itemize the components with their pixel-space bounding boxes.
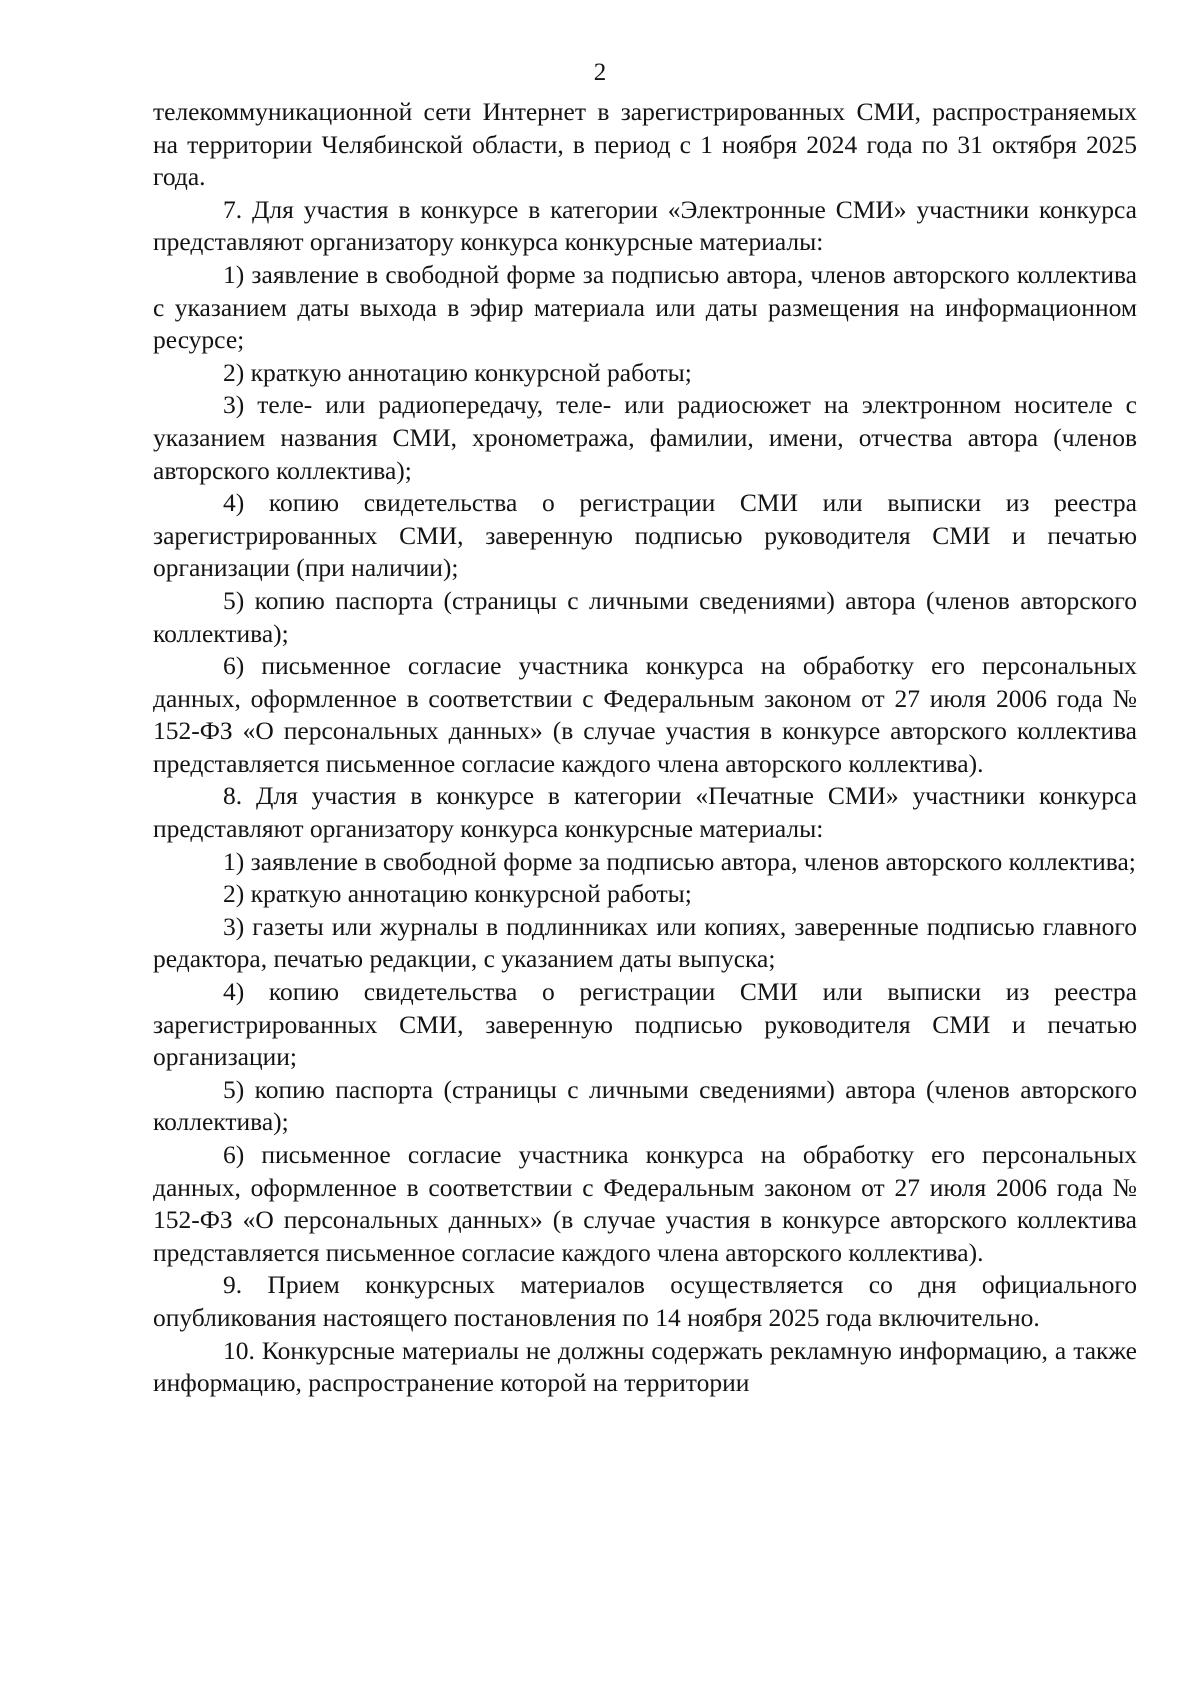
paragraph-7-sub-6: 6) письменное согласие участника конкурса на обработку его персональных данных, оформленное в соответствии с Федеральным законом от 27 июля 2006 года № 152-ФЗ «О персональных данных» (в случае участия в конкурсе авторского коллектива представляется письменное согласие каждого члена авторского коллектива).: [153, 651, 1137, 778]
paragraph-continuation: телекоммуникационной сети Интернет в зарегистрированных СМИ, распространяемых на территории Челябинской области, в период с 1 ноября 2024 года по 31 октября 2025 года.: [153, 97, 1137, 192]
page-number: 2: [593, 59, 607, 86]
paragraph-8-sub-4: 4) копию свидетельства о регистрации СМИ или выписки из реестра зарегистрированных СМИ, заверенную подписью руководителя СМИ и печатью организации;: [153, 977, 1137, 1072]
paragraph-8-sub-5: 5) копию паспорта (страницы с личными сведениями) автора (членов авторского коллектива);: [153, 1074, 1137, 1137]
paragraph-8-sub-2: 2) краткую аннотацию конкурсной работы;: [223, 879, 692, 909]
paragraph-item-9: 9. Прием конкурсных материалов осуществляется со дня официального опубликования настоящего постановления по 14 ноября 2025 года включительно.: [153, 1270, 1137, 1332]
paragraph-item-10: 10. Конкурсные материалы не должны содержать рекламную информацию, а также информацию, распространение которой на территории: [153, 1335, 1137, 1398]
document-body: [153, 96, 1137, 1400]
paragraph-item-8: 8. Для участия в конкурсе в категории «Печатные СМИ» участники конкурса представляют организатору конкурса конкурсные материалы:: [153, 781, 1137, 844]
paragraph-7-sub-4: 4) копию свидетельства о регистрации СМИ или выписки из реестра зарегистрированных СМИ, заверенную подписью руководителя СМИ и печатью организации (при наличии);: [153, 488, 1137, 583]
paragraph-7-sub-3: 3) теле- или радиопередачу, теле- или радиосюжет на электронном носителе с указанием названия СМИ, хронометража, фамилии, имени, отчества автора (членов авторского коллектива);: [153, 390, 1137, 485]
paragraph-7-sub-1: 1) заявление в свободной форме за подписью автора, членов авторского коллектива с указанием даты выхода в эфир материала или даты размещения на информационном ресурсе;: [153, 259, 1137, 355]
paragraph-8-sub-3: 3) газеты или журналы в подлинниках или копиях, заверенные подписью главного редактора, печатью редакции, с указанием даты выпуска;: [153, 911, 1137, 974]
paragraph-item-7: 7. Для участия в конкурсе в категории «Электронные СМИ» участники конкурса представляют организатору конкурса конкурсные материалы:: [153, 194, 1137, 257]
paragraph-8-sub-6: 6) письменное согласие участника конкурса на обработку его персональных данных, оформленное в соответствии с Федеральным законом от 27 июля 2006 года № 152-ФЗ «О персональных данных» (в случае участия в конкурсе авторского коллектива представляется письменное согласие каждого члена авторского коллектива).: [153, 1140, 1137, 1267]
paragraph-8-sub-1: 1) заявление в свободной форме за подписью автора, членов авторского коллектива;: [223, 846, 1136, 876]
paragraph-7-sub-5: 5) копию паспорта (страницы с личными сведениями) автора (членов авторского коллектива);: [153, 585, 1137, 648]
paragraph-7-sub-2: 2) краткую аннотацию конкурсной работы;: [223, 357, 692, 387]
